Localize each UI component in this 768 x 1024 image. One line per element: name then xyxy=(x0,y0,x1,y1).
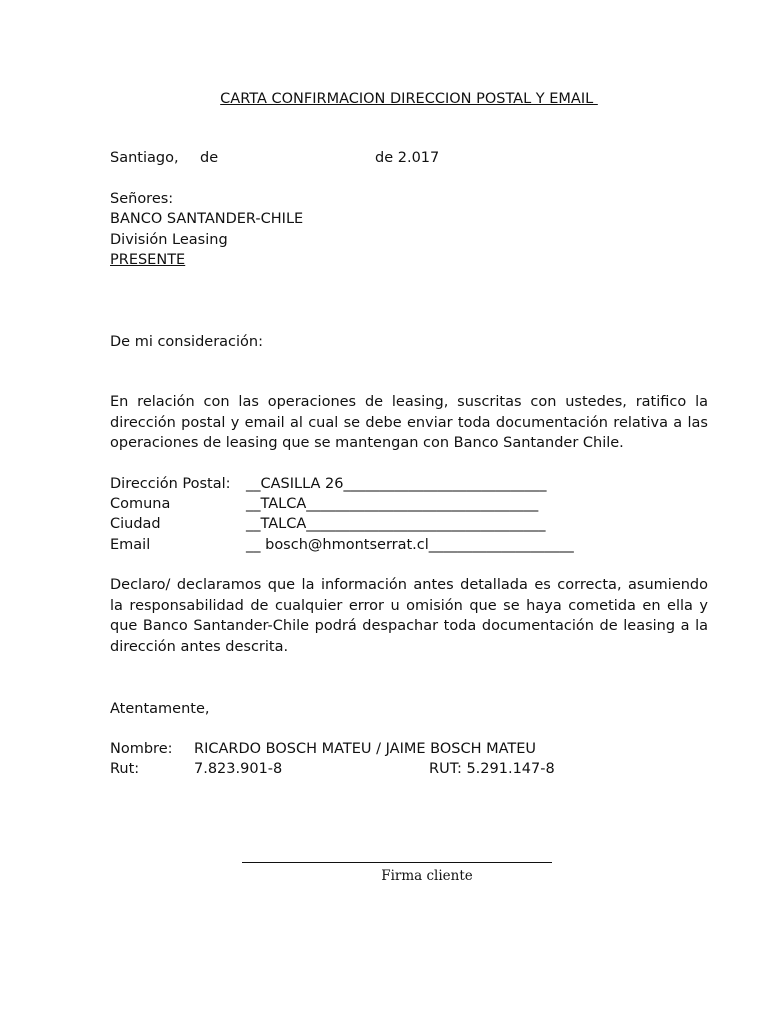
field-value-email: __ bosch@hmontserrat.cl____________________ xyxy=(246,537,574,553)
salutation: Señores: xyxy=(110,191,174,207)
field-value-postal: __CASILLA 26____________________________ xyxy=(246,476,547,492)
field-value-comuna: __TALCA________________________________ xyxy=(246,496,539,512)
greeting: De mi consideración: xyxy=(110,334,263,350)
field-value-ciudad: __TALCA_________________________________ xyxy=(246,516,546,532)
nombre-value: RICARDO BOSCH MATEU / JAIME BOSCH MATEU xyxy=(194,741,537,757)
recipient-presente: PRESENTE xyxy=(110,252,186,268)
signature-line xyxy=(242,862,552,863)
date-year: de 2.017 xyxy=(375,150,440,166)
date-city: Santiago, xyxy=(110,150,179,166)
document-title: CARTA CONFIRMACION DIRECCION POSTAL Y EMAIL xyxy=(220,91,598,107)
rut-value-1: 7.823.901-8 xyxy=(194,761,283,777)
recipient-division: División Leasing xyxy=(110,232,228,248)
field-label-email: Email xyxy=(110,537,151,553)
signature-caption: Firma cliente xyxy=(381,868,473,884)
date-de: de xyxy=(200,150,219,166)
closing: Atentamente, xyxy=(110,701,210,717)
field-label-postal: Dirección Postal: xyxy=(110,476,231,492)
recipient-bank: BANCO SANTANDER-CHILE xyxy=(110,211,304,227)
field-label-ciudad: Ciudad xyxy=(110,516,161,532)
body-paragraph-2: Declaro/ declaramos que la información antes detallada es correcta, asumiendo la responsabilidad de cualquier error u omisión que se haya cometida en ella y que Banco Santander-Chile podrá despachar toda documentación de leasing a la dirección antes descrita. xyxy=(110,577,708,655)
field-label-comuna: Comuna xyxy=(110,496,171,512)
rut-label: Rut: xyxy=(110,761,140,777)
nombre-label: Nombre: xyxy=(110,741,173,757)
rut-value-2: RUT: 5.291.147-8 xyxy=(429,761,555,777)
body-paragraph-1: En relación con las operaciones de leasing, suscritas con ustedes, ratifico la dirección postal y email al cual se debe enviar toda documentación relativa a las operaciones de leasing que se mantengan con Banco Santander Chile. xyxy=(110,394,708,452)
